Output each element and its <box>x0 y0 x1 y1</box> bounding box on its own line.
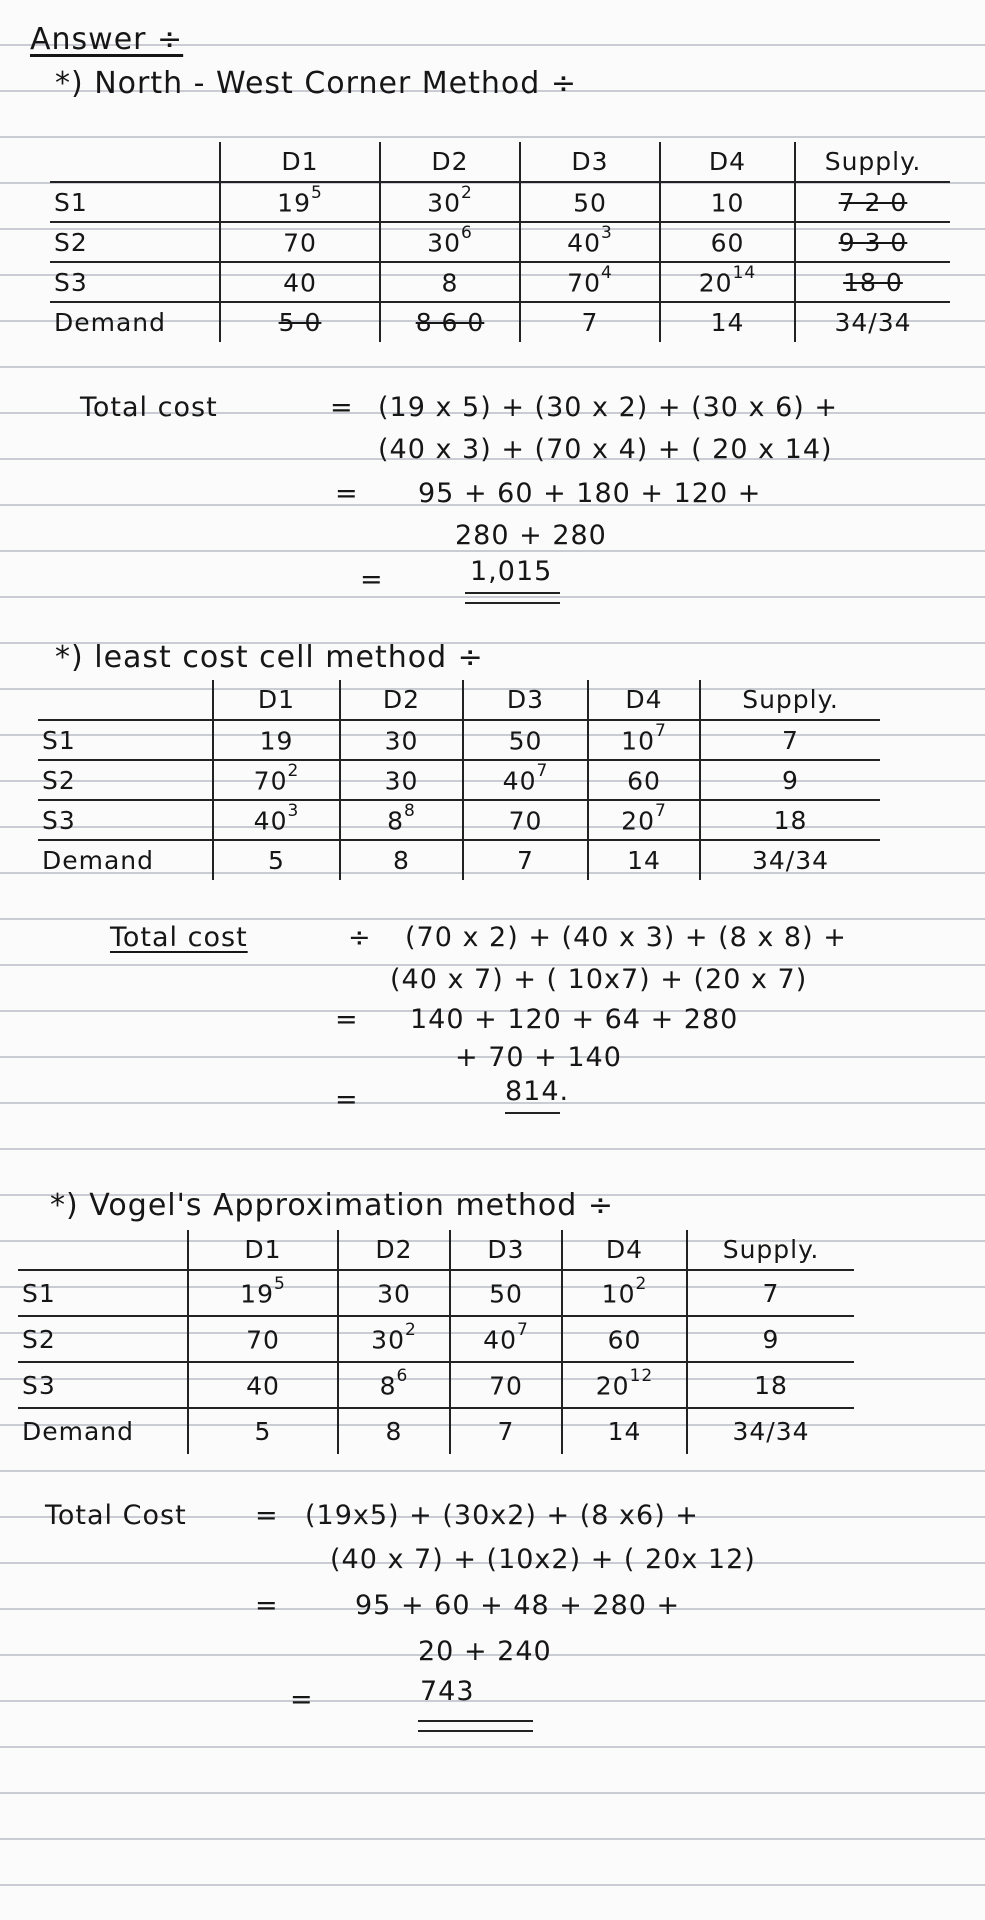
table-header-cell: D4 <box>562 1230 687 1270</box>
table-row <box>18 1270 854 1316</box>
table-cell <box>562 1408 687 1454</box>
lc-calc-line: (70 x 2) + (40 x 3) + (8 x 8) + <box>405 922 847 953</box>
table-cell <box>700 840 880 880</box>
supply-value: 9 <box>762 1324 780 1354</box>
cost-value: 70 <box>246 1325 280 1355</box>
row-label: S3 <box>18 1362 188 1408</box>
table-cell <box>588 800 700 840</box>
cost-value: 70 <box>283 228 317 258</box>
table-cell <box>450 1408 562 1454</box>
cost-value: 70 <box>253 766 288 796</box>
cost-value: 50 <box>508 726 543 756</box>
cost-value: 40 <box>246 1371 280 1401</box>
double-underline <box>465 592 560 604</box>
demand-value: 8 <box>385 1417 403 1446</box>
supply-cell <box>687 1270 854 1316</box>
table-cell <box>220 182 380 222</box>
equals-sign: = <box>335 478 359 509</box>
supply-value: 7 <box>762 1278 780 1308</box>
cost-value: 30 <box>384 726 419 756</box>
demand-value: 7 <box>517 846 534 875</box>
cost-value: 19 <box>240 1279 274 1309</box>
supply-cell <box>795 262 950 302</box>
vam-section-title: *) Vogel's Approximation method ÷ <box>50 1188 614 1223</box>
cost-value: 40 <box>283 268 317 298</box>
nw-total-result: 1,015 <box>470 556 553 587</box>
vam-total-result: 743 <box>420 1676 475 1707</box>
lc-calc-line: 140 + 120 + 64 + 280 <box>410 1004 739 1035</box>
supply-value: 7 <box>782 725 799 755</box>
demand-value: 14 <box>710 308 745 337</box>
table-header-cell: D4 <box>660 142 795 182</box>
table-header-cell: D1 <box>188 1230 338 1270</box>
table-cell <box>463 800 588 840</box>
table-row <box>50 262 950 302</box>
table-cell <box>463 840 588 880</box>
demand-value: 14 <box>627 846 661 875</box>
table-cell <box>220 222 380 262</box>
table-row <box>38 800 880 840</box>
equals-sign: = <box>255 1590 279 1621</box>
table-cell <box>562 1316 687 1362</box>
allocation-value: 7 <box>516 1319 529 1340</box>
vam-calc-line: 20 + 240 <box>418 1636 552 1667</box>
cost-value: 30 <box>427 228 461 258</box>
supply-cell <box>795 222 950 262</box>
table-cell <box>463 760 588 800</box>
cost-value: 50 <box>489 1279 523 1309</box>
table-cell <box>588 720 700 760</box>
cost-value: 19 <box>277 188 311 218</box>
allocation-value: 6 <box>460 222 473 243</box>
table-cell <box>338 1408 450 1454</box>
total-value: 34/34 <box>732 1417 810 1446</box>
table-header-cell: D2 <box>380 142 520 182</box>
row-label: S2 <box>38 760 213 800</box>
table-header-cell: D3 <box>450 1230 562 1270</box>
table-header-cell: D1 <box>213 680 340 720</box>
demand-value: 8 <box>393 846 410 875</box>
lc-calc-line: (40 x 7) + ( 10x7) + (20 x 7) <box>390 964 808 995</box>
table-cell <box>220 302 380 342</box>
row-label: S1 <box>50 182 220 222</box>
table-cell <box>520 222 660 262</box>
allocation-value: 2 <box>460 182 473 203</box>
table-header-cell: Supply. <box>700 680 880 720</box>
nw-calc-line: (19 x 5) + (30 x 2) + (30 x 6) + <box>378 392 839 423</box>
row-label: S3 <box>38 800 213 840</box>
cost-value: 8 <box>387 806 405 836</box>
table-row <box>50 222 950 262</box>
row-label: Demand <box>18 1408 188 1454</box>
table-row <box>18 1408 854 1454</box>
allocation-value: 4 <box>600 262 613 283</box>
nw-total-cost-label: Total cost <box>80 392 218 423</box>
table-cell <box>660 222 795 262</box>
allocation-value: 6 <box>396 1365 409 1386</box>
cost-value: 40 <box>502 766 537 796</box>
table-cell <box>562 1362 687 1408</box>
table-row <box>18 1316 854 1362</box>
table-header-cell: D2 <box>338 1230 450 1270</box>
cost-value: 30 <box>427 188 461 218</box>
allocation-value: 5 <box>310 182 323 203</box>
supply-value: 18 <box>773 805 808 835</box>
demand-value: 14 <box>607 1417 642 1446</box>
cost-value: 50 <box>573 188 607 218</box>
row-label: S1 <box>18 1270 188 1316</box>
table-cell <box>588 840 700 880</box>
allocation-value: 7 <box>654 800 667 821</box>
demand-value: 5 <box>254 1417 272 1446</box>
allocation-value: 3 <box>600 222 613 243</box>
table-cell <box>562 1270 687 1316</box>
cost-value: 20 <box>698 268 733 298</box>
cost-value: 30 <box>384 766 419 796</box>
table-cell <box>338 1362 450 1408</box>
table-cell <box>660 262 795 302</box>
lc-total-cost-label: Total cost <box>110 922 248 953</box>
row-label: Demand <box>50 302 220 342</box>
table-cell <box>220 262 380 302</box>
vam-transport-table <box>18 1230 854 1454</box>
table-header-cell: D2 <box>340 680 463 720</box>
cost-value: 70 <box>567 268 601 298</box>
supply-value: 9 3 0 <box>838 227 908 257</box>
cost-value: 60 <box>710 228 745 258</box>
allocation-value: 8 <box>404 800 416 821</box>
cost-value: 30 <box>377 1279 411 1309</box>
table-cell <box>450 1316 562 1362</box>
double-underline <box>418 1720 533 1732</box>
table-header-cell: D3 <box>520 142 660 182</box>
table-cell <box>213 720 340 760</box>
supply-value: 18 0 <box>843 267 903 297</box>
cost-value: 8 <box>379 1371 397 1401</box>
row-label: S2 <box>18 1316 188 1362</box>
vam-total-cost-label: Total Cost <box>45 1500 187 1531</box>
vam-calc-line: (19x5) + (30x2) + (8 x6) + <box>305 1500 699 1531</box>
total-value: 34/34 <box>834 308 912 337</box>
table-row <box>38 720 880 760</box>
cost-value: 20 <box>621 806 655 836</box>
allocation-value: 14 <box>732 262 757 283</box>
table-cell <box>338 1316 450 1362</box>
cost-value: 10 <box>601 1279 636 1309</box>
table-cell <box>660 182 795 222</box>
cost-value: 40 <box>253 806 288 836</box>
supply-value: 18 <box>754 1370 788 1400</box>
lc-transport-table <box>38 680 880 880</box>
allocation-value: 12 <box>629 1365 654 1386</box>
demand-value: 5 <box>268 846 285 875</box>
equals-sign: = <box>335 1084 359 1115</box>
table-cell <box>213 760 340 800</box>
cost-value: 70 <box>508 806 543 836</box>
cost-value: 60 <box>607 1325 642 1355</box>
table-cell <box>213 800 340 840</box>
table-header-cell: D1 <box>220 142 380 182</box>
row-label: S3 <box>50 262 220 302</box>
table-row <box>18 1362 854 1408</box>
table-header-cell <box>50 142 220 182</box>
supply-cell <box>687 1362 854 1408</box>
table-cell <box>588 760 700 800</box>
supply-cell <box>795 182 950 222</box>
table-header-cell: D3 <box>463 680 588 720</box>
table-cell <box>380 222 520 262</box>
row-label: S1 <box>38 720 213 760</box>
table-cell <box>188 1270 338 1316</box>
cost-value: 20 <box>595 1371 630 1401</box>
table-cell <box>520 182 660 222</box>
cost-value: 40 <box>567 228 601 258</box>
table-cell <box>795 302 950 342</box>
table-cell <box>340 840 463 880</box>
table-row <box>38 760 880 800</box>
table-cell <box>520 262 660 302</box>
cost-value: 19 <box>259 726 294 756</box>
supply-value: 9 <box>782 765 799 795</box>
answer-heading: Answer ÷ <box>30 22 184 57</box>
table-cell <box>380 302 520 342</box>
demand-value: 7 <box>497 1417 515 1446</box>
table-cell <box>380 182 520 222</box>
table-cell <box>188 1316 338 1362</box>
cost-value: 10 <box>710 188 745 218</box>
table-cell <box>340 800 463 840</box>
table-header-cell: Supply. <box>795 142 950 182</box>
nw-section-title: *) North - West Corner Method ÷ <box>55 66 577 101</box>
table-cell <box>340 760 463 800</box>
vam-calc-line: (40 x 7) + (10x2) + ( 20x 12) <box>330 1544 756 1575</box>
table-cell <box>687 1408 854 1454</box>
cost-value: 30 <box>371 1325 405 1355</box>
table-cell <box>450 1270 562 1316</box>
allocation-value: 2 <box>404 1319 417 1340</box>
table-header-cell: D4 <box>588 680 700 720</box>
nw-calc-line: 95 + 60 + 180 + 120 + <box>418 478 762 509</box>
table-cell <box>660 302 795 342</box>
table-header-cell <box>18 1230 188 1270</box>
supply-value: 7 2 0 <box>838 187 908 217</box>
table-cell <box>213 840 340 880</box>
allocation-value: 2 <box>287 760 300 781</box>
table-header-cell: Supply. <box>687 1230 854 1270</box>
nw-calc-line: (40 x 3) + (70 x 4) + ( 20 x 14) <box>378 434 833 465</box>
nw-calc-line: 280 + 280 <box>455 520 607 551</box>
demand-value: 7 <box>581 308 599 337</box>
lc-calc-line: + 70 + 140 <box>455 1042 622 1073</box>
vam-calc-line: 95 + 60 + 48 + 280 + <box>355 1590 681 1621</box>
allocation-value: 5 <box>273 1273 286 1294</box>
table-cell <box>380 262 520 302</box>
equals-sign: = <box>360 564 384 595</box>
nw-transport-table <box>50 142 950 342</box>
cost-value: 40 <box>483 1325 517 1355</box>
total-value: 34/34 <box>751 846 830 875</box>
table-header-cell <box>38 680 213 720</box>
underline <box>505 1112 560 1114</box>
table-row <box>38 840 880 880</box>
supply-cell <box>700 720 880 760</box>
equals-sign: = <box>255 1500 279 1531</box>
allocation-value: 7 <box>654 720 667 741</box>
allocation-value: 2 <box>635 1273 648 1294</box>
table-cell <box>463 720 588 760</box>
supply-cell <box>687 1316 854 1362</box>
demand-value: 8 6 0 <box>415 308 485 337</box>
supply-cell <box>700 760 880 800</box>
equals-sign: = <box>330 392 354 423</box>
cost-value: 10 <box>621 726 655 756</box>
allocation-value: 3 <box>287 800 300 821</box>
cost-value: 8 <box>441 268 459 298</box>
table-cell <box>188 1408 338 1454</box>
equals-sign: = <box>335 1004 359 1035</box>
supply-cell <box>700 800 880 840</box>
demand-value: 5 0 <box>278 308 322 337</box>
table-row <box>50 182 950 222</box>
table-cell <box>450 1362 562 1408</box>
row-label: S2 <box>50 222 220 262</box>
table-row <box>50 302 950 342</box>
lc-total-result: 814. <box>505 1076 570 1107</box>
allocation-value: 7 <box>536 760 549 781</box>
lc-section-title: *) least cost cell method ÷ <box>55 640 484 675</box>
cost-value: 70 <box>489 1371 523 1401</box>
table-cell <box>188 1362 338 1408</box>
equals-sign: = <box>290 1684 314 1715</box>
equals-sign: ÷ <box>348 922 372 953</box>
table-cell <box>338 1270 450 1316</box>
row-label: Demand <box>38 840 213 880</box>
table-cell <box>520 302 660 342</box>
cost-value: 60 <box>627 766 661 796</box>
table-cell <box>340 720 463 760</box>
